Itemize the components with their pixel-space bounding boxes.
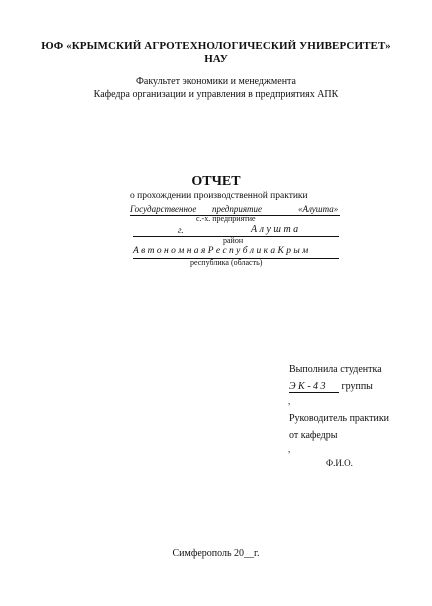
supervisor-label-line1: Руководитель практики xyxy=(289,413,390,424)
enterprise-word-1: Государственное xyxy=(130,204,197,214)
region-name: А в т о н о м н а я Р е с п у б л и к а К р ы м xyxy=(133,246,309,256)
initials-caption: Ф.И.О. xyxy=(326,458,353,468)
city-caption: район xyxy=(223,236,244,245)
group-line xyxy=(289,381,373,393)
report-subtitle: о прохождении производственной практики xyxy=(130,191,308,201)
supervisor-label-line2: от кафедры xyxy=(289,430,338,441)
performed-by-label: Выполнила студентка xyxy=(289,364,382,375)
comma-mark-2: , xyxy=(288,444,291,454)
enterprise-caption: с.-х. предприятие xyxy=(196,214,256,223)
department-name: Кафедра организации и управления в предприятиях АПК xyxy=(93,89,339,100)
city-prefix: г. xyxy=(178,225,184,235)
report-title: ОТЧЕТ xyxy=(191,174,241,189)
enterprise-word-3: «Алушта» xyxy=(298,204,339,214)
faculty-name: Факультет экономики и менеджмента xyxy=(136,76,296,87)
group-value: Э К - 4 3 xyxy=(289,381,339,393)
enterprise-word-2: предприятие xyxy=(212,204,263,214)
region-caption: республика (область) xyxy=(190,258,263,267)
comma-mark-1: , xyxy=(288,396,291,406)
city-year: Симферополь 20__г. xyxy=(172,548,260,559)
city-name: А л у ш т а xyxy=(251,224,299,235)
group-label: группы xyxy=(341,381,373,392)
university-name: ЮФ «КРЫМСКИЙ АГРОТЕХНОЛОГИЧЕСКИЙ УНИВЕРСИТЕТ» xyxy=(41,40,391,52)
university-abbrev: НАУ xyxy=(204,53,228,65)
